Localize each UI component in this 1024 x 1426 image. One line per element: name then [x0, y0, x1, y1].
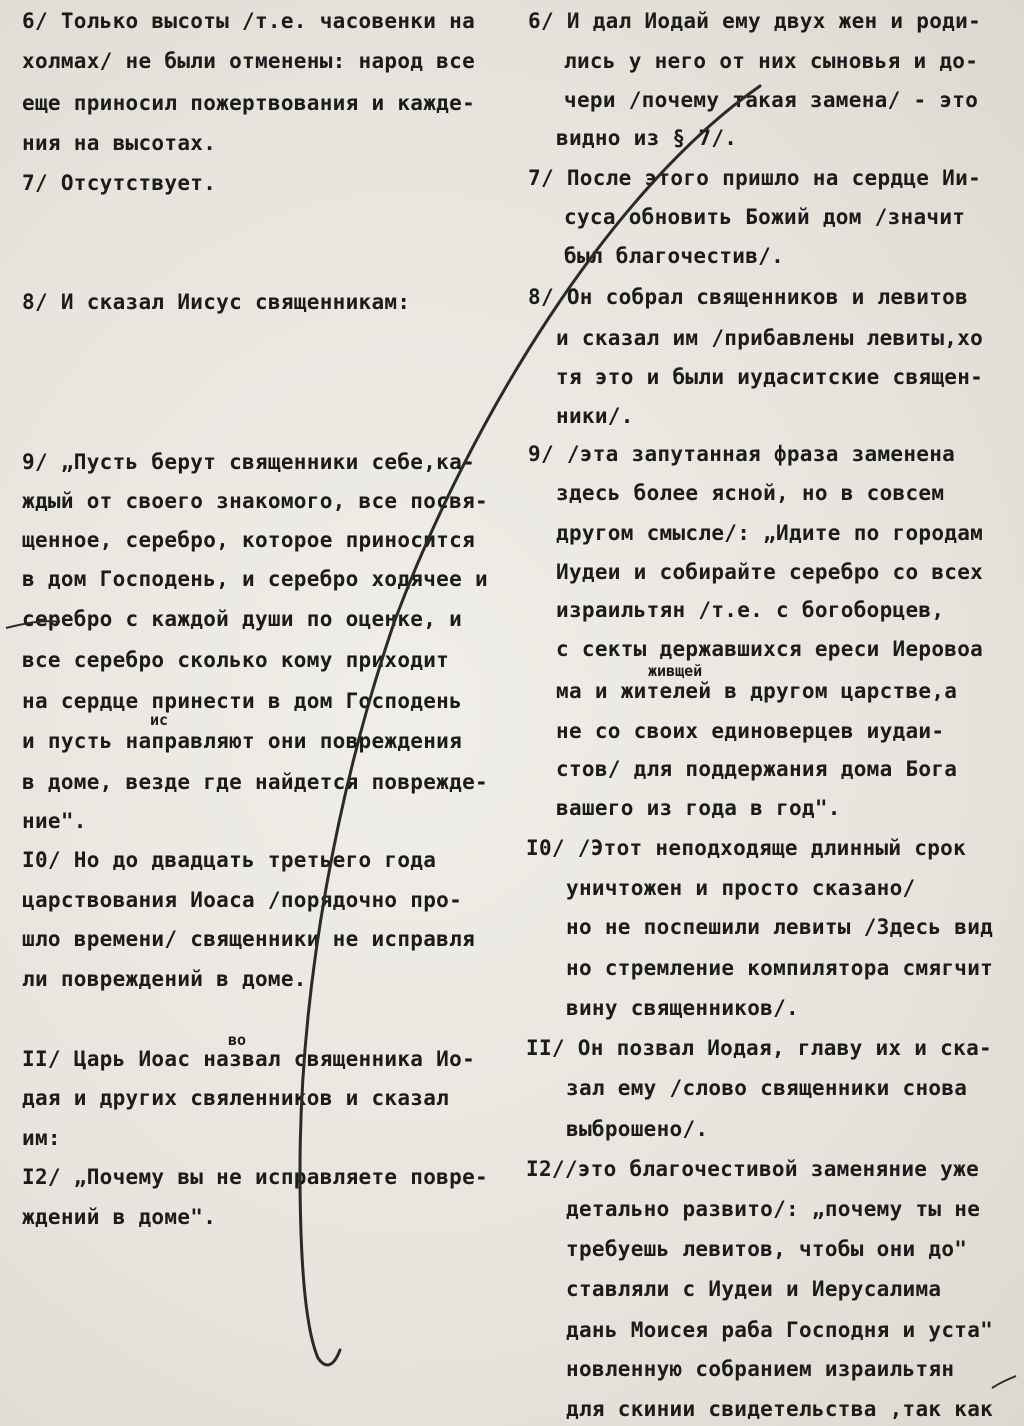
right-line: новленную собранием израильтян [566, 1357, 955, 1381]
right-line: уничтожен и просто сказано/ [566, 876, 916, 900]
left-line: I2/ „Почему вы не исправляете повре- [22, 1165, 488, 1189]
right-line: с секты державшихся ереси Иеровоа [556, 637, 984, 661]
right-line: но стремление компилятора смягчит [566, 956, 994, 980]
right-line: стов/ для поддержания дома Бога [556, 757, 958, 781]
right-line: I2//это благочестивой заменяние уже [526, 1157, 980, 1181]
left-line: на сердце принести в дом Господень [22, 689, 463, 713]
right-line: ма и жителей в другом царстве,а [556, 679, 958, 703]
right-line: Иудеи и собирайте серебро со всех [556, 560, 984, 584]
right-line: ники/. [556, 404, 634, 428]
right-line: 7/ После этого пришло на сердце Ии- [528, 166, 982, 190]
right-line: здесь более ясной, но в совсем [556, 481, 945, 505]
left-line: шло времени/ священники не исправля [22, 927, 476, 951]
left-line: ждый от своего знакомого, все посвя- [22, 489, 488, 513]
left-line: серебро с каждой души по оценке, и [22, 607, 463, 631]
right-line: зал ему /слово священники снова [566, 1076, 968, 1100]
right-line: вашего из года в год". [556, 796, 841, 820]
left-line: еще приносил пожертвования и кажде- [22, 91, 476, 115]
right-line: но не поспешили левиты /Здесь вид [566, 915, 994, 939]
handwritten-correction-vo: во [228, 1031, 247, 1049]
left-line: ние". [22, 809, 87, 833]
left-line: ждений в доме". [22, 1205, 217, 1229]
left-line: 9/ „Пусть берут священники себе,ка- [22, 450, 476, 474]
handwritten-correction-is: ис [150, 711, 169, 729]
right-line: I0/ /Этот неподходяще длинный срок [526, 836, 967, 860]
left-line: холмах/ не были отменены: народ все [22, 49, 476, 73]
right-line: лись у него от них сыновья и до- [564, 49, 979, 73]
pen-margin-tick [992, 1376, 1016, 1388]
right-line: дань Моисея раба Господня и уста" [566, 1318, 994, 1342]
right-line: требуешь левитов, чтобы они до" [566, 1237, 968, 1261]
right-line: израильтян /т.е. с богоборцев, [556, 598, 945, 622]
right-line: не со своих единоверцев иудаи- [556, 719, 945, 743]
left-line: 6/ Только высоты /т.е. часовенки на [22, 9, 476, 33]
left-line: в дом Господень, и серебро ходячее и [22, 567, 488, 591]
handwritten-correction-zhivshei: живщей [648, 662, 703, 680]
right-line: другом смысле/: „Идите по городам [556, 521, 984, 545]
right-line: 9/ /эта запутанная фраза заменена [528, 442, 956, 466]
right-line: чери /почему такая замена/ - это [564, 88, 979, 112]
right-line: видно из § 7/. [556, 126, 738, 150]
left-line: все серебро сколько кому приходит [22, 648, 450, 672]
left-line: царствования Иоаса /порядочно про- [22, 888, 463, 912]
left-line: дая и других свяленников и сказал [22, 1086, 450, 1110]
left-line: и пусть направляют они повреждения [22, 729, 463, 753]
left-line: 8/ И сказал Иисус священникам: [22, 290, 411, 314]
left-line: I0/ Но до двадцать третьего года [22, 848, 437, 872]
left-line: в доме, везде где найдется поврежде- [22, 770, 488, 794]
right-line: вину священников/. [566, 996, 799, 1020]
left-line: ния на высотах. [22, 131, 217, 155]
right-line: II/ Он позвал Иодая, главу их и ска- [526, 1036, 992, 1060]
left-line: II/ Царь Иоас назвал священника Ио- [22, 1047, 476, 1071]
right-line: 8/ Он собрал священников и левитов [528, 285, 969, 309]
right-line: для скинии свидетельства ,так как [566, 1397, 994, 1421]
right-line: и сказал им /прибавлены левиты,хо [556, 326, 984, 350]
right-line: тя это и были иудаситские священ- [556, 365, 984, 389]
right-line: выброшено/. [566, 1117, 709, 1141]
left-line: щенное, серебро, которое приносится [22, 528, 476, 552]
right-line: 6/ И дал Иодай ему двух жен и роди- [528, 9, 982, 33]
left-line: 7/ Отсутствует. [22, 171, 217, 195]
right-line: суса обновить Божий дом /значит [564, 205, 966, 229]
right-line: был благочестив/. [564, 244, 785, 268]
left-line: ли повреждений в доме. [22, 967, 307, 991]
right-line: детально развито/: „почему ты не [566, 1197, 981, 1221]
left-line: им: [22, 1126, 61, 1150]
right-line: ставляли с Иудеи и Иерусалима [566, 1277, 942, 1301]
